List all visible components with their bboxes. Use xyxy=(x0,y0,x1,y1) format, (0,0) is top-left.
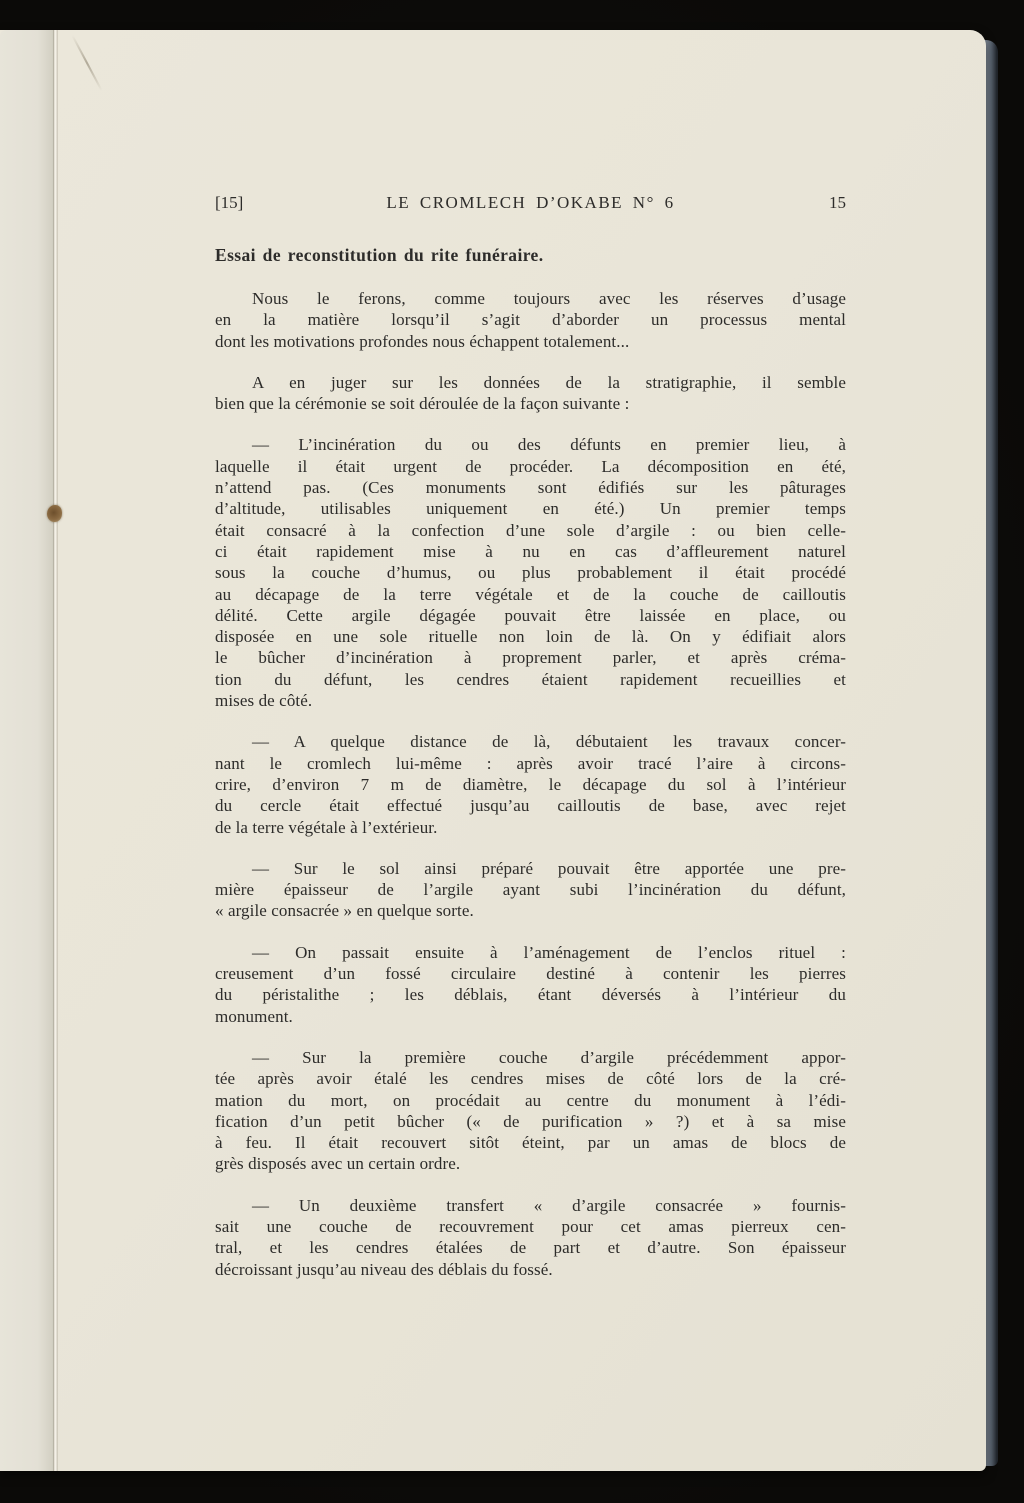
text-column xyxy=(215,192,846,1280)
text-line: laquelle il était urgent de procéder. La décomposition en été, xyxy=(215,456,846,476)
paper-scratch xyxy=(72,35,103,91)
text-line: délité. Cette argile dégagée pouvait être laissée en place, ou xyxy=(215,605,846,625)
text-line: en la matière lorsqu’il s’agit d’aborder un processus mental xyxy=(215,310,846,330)
adjacent-page-edge xyxy=(0,30,54,1471)
text-line: — L’incinération du ou des défunts en premier lieu, à xyxy=(252,435,846,455)
text-line: ci était rapidement mise à nu en cas d’affleurement naturel xyxy=(215,541,846,561)
gutter-crease xyxy=(53,30,58,1471)
section-marker: [15] xyxy=(215,193,244,212)
text-line: mises de côté. xyxy=(215,691,313,711)
text-line: à feu. Il était recouvert sitôt éteint, par un amas de blocs de xyxy=(215,1133,846,1153)
paragraph xyxy=(215,288,846,352)
book-page xyxy=(0,30,986,1471)
text-line: — Sur le sol ainsi préparé pouvait être apportée une pre- xyxy=(252,858,846,878)
text-line: — On passait ensuite à l’aménagement de l’enclos rituel : xyxy=(252,942,846,962)
text-line: le bûcher d’incinération à proprement parler, et après créma- xyxy=(215,648,846,668)
text-line: tral, et les cendres étalées de part et d’autre. Son épaisseur xyxy=(215,1238,846,1258)
text-line: mière épaisseur de l’argile ayant subi l’incinération du défunt, xyxy=(215,880,846,900)
text-line: disposée en une sole rituelle non loin de là. On y édifiait alors xyxy=(215,627,846,647)
running-header xyxy=(215,192,846,214)
paragraph xyxy=(215,1047,846,1175)
text-line: d’altitude, utilisables uniquement en été.) Un premier temps xyxy=(215,499,846,519)
text-line: sous la couche d’humus, ou plus probablement il était procédé xyxy=(215,563,846,583)
text-line: crire, d’environ 7 m de diamètre, le décapage du sol à l’intérieur xyxy=(215,774,846,794)
text-line: A en juger sur les données de la stratigraphie, il semble xyxy=(252,372,846,392)
text-line: dont les motivations profondes nous échappent totalement... xyxy=(215,331,630,351)
text-line: de la terre végétale à l’extérieur. xyxy=(215,817,438,837)
paragraph xyxy=(215,858,846,922)
text-line: était consacré à la confection d’une sole d’argile : ou bien celle- xyxy=(215,520,846,540)
paragraph xyxy=(215,731,846,837)
text-line: creusement d’un fossé circulaire destiné à contenir les pierres xyxy=(215,964,846,984)
text-line: tée après avoir étalé les cendres mises de côté lors de la cré- xyxy=(215,1069,846,1089)
text-line: nant le cromlech lui-même : après avoir tracé l’aire à circons- xyxy=(215,753,846,773)
text-line: — Sur la première couche d’argile précédemment appor- xyxy=(252,1047,846,1067)
text-line: « argile consacrée » en quelque sorte. xyxy=(215,901,474,921)
text-line: Nous le ferons, comme toujours avec les réserves d’usage xyxy=(252,289,846,308)
text-line: grès disposés avec un certain ordre. xyxy=(215,1154,461,1174)
text-line: n’attend pas. (Ces monuments sont édifiés sur les pâturages xyxy=(215,478,846,498)
text-line: bien que la cérémonie se soit déroulée de la façon suivante : xyxy=(215,394,630,414)
section-heading: Essai de reconstitution du rite funéraire. xyxy=(215,245,544,265)
paragraph xyxy=(215,942,846,1027)
text-line: au décapage de la terre végétale et de la couche de cailloutis xyxy=(215,584,846,604)
text-line: mation du mort, on procédait au centre du monument à l’édi- xyxy=(215,1090,846,1110)
paragraph xyxy=(215,434,846,711)
text-line: fication d’un petit bûcher (« de purification » ?) et à sa mise xyxy=(215,1111,846,1131)
text-line: décroissant jusqu’au niveau des déblais du fossé. xyxy=(215,1259,553,1279)
running-title: LE CROMLECH D’OKABE N° 6 xyxy=(386,193,675,212)
text-line: sait une couche de recouvrement pour cet amas pierreux cen- xyxy=(215,1216,846,1236)
text-line: tion du défunt, les cendres étaient rapidement recueillies et xyxy=(215,669,846,689)
paragraph xyxy=(215,1195,846,1280)
text-line: monument. xyxy=(215,1006,293,1026)
text-line: du péristalithe ; les déblais, étant déversés à l’intérieur du xyxy=(215,985,846,1005)
body-paragraphs xyxy=(215,288,846,1280)
text-line: — A quelque distance de là, débutaient les travaux concer- xyxy=(252,732,846,752)
text-line: du cercle était effectué jusqu’au cailloutis de base, avec rejet xyxy=(215,796,846,816)
paragraph xyxy=(215,372,846,415)
paper-stain xyxy=(47,505,62,522)
text-line: — Un deuxième transfert « d’argile consacrée » fournis- xyxy=(252,1195,846,1215)
page-number: 15 xyxy=(829,193,846,212)
